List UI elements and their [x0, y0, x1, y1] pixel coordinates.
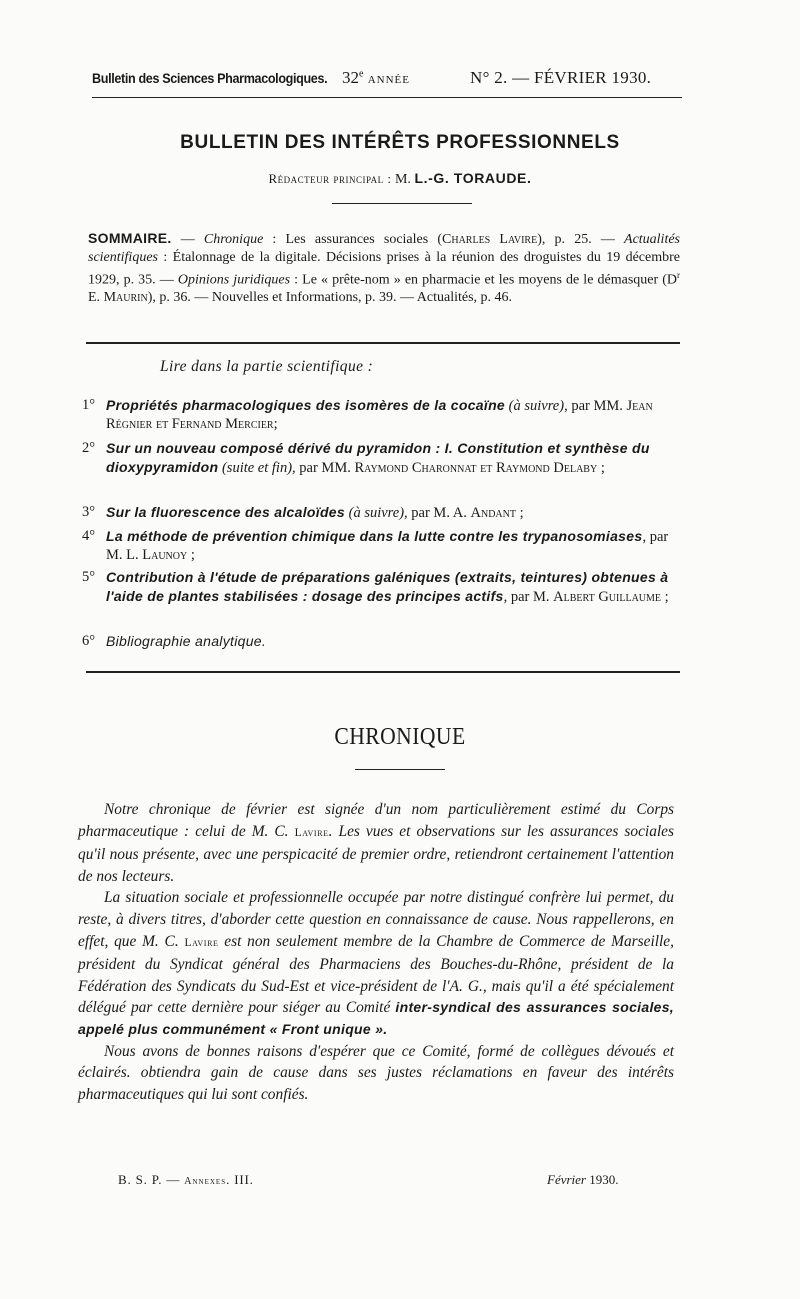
header-rule — [92, 97, 682, 98]
bulletin-title: BULLETIN DES INTÉRÊTS PROFESSIONNELS — [180, 132, 620, 153]
chronicle-title: CHRONIQUE — [334, 724, 466, 750]
editor-name: L.-G. TORAUDE. — [414, 170, 532, 186]
scientific-section-heading: Lire dans la partie scientifique : — [160, 358, 374, 375]
list-item: 2° Sur un nouveau composé dérivé du pyramidon : I. Constitution et synthèse du dioxypyramidon (suite et fin), par MM. Raymond Charonnat et Raymond Delaby ; — [82, 440, 650, 476]
section-rule — [86, 671, 680, 673]
section-rule — [86, 342, 680, 344]
divider — [355, 769, 445, 770]
editor-line: Rédacteur principal : M. L.-G. TORAUDE. — [268, 170, 532, 187]
footer-date: Février 1930. — [547, 1172, 619, 1187]
summary: SOMMAIRE. — Chronique : Les assurances sociales (Charles Lavire), p. 25. — Actualités scientifiques : Étalonnage de la digitale. Décisions prises à la réunion des droguistes du 19 décembre 1929, p. 35. — Opinions juridiques : Le « prête-nom » en pharmacie et les moyens de le démasquer ($D^r$ E. Maurin), p. 36. — Nouvelles et Informations, p. 39. — Actualités, p. 46. — [88, 230, 681, 306]
paragraph: Nous avons de bonnes raisons d'espérer que ce Comité, formé de collègues dévoués et éclairés. obtiendra gain de cause dans ses justes réclamations en faveur des intérêts pharmaceutiques qui lui sont confiés. — [78, 1042, 674, 1103]
issue-date: N° 2. — FÉVRIER 1930. — [470, 68, 652, 87]
footer-reference: B. S. P. — Annexes. III. — [118, 1172, 254, 1187]
paragraph: Notre chronique de février est signée d'un nom particulièrement estimé du Corps pharmaceutique : celui de M. C. Lavire. Les vues et observations sur les assurances sociales qu'il nous présente, avec une perspicacité de premier ordre, retiendront certainement l'attention de nos lecteurs. — [78, 801, 674, 885]
journal-name: Bulletin des Sciences Pharmacologiques. — [92, 70, 328, 86]
chronicle-text — [78, 799, 674, 1105]
volume-year: 32e ANNÉE — [342, 68, 410, 87]
list-item: 5° Contribution à l'étude de préparations galéniques (extraits, teintures) obtenues à l'aide de plantes stabilisées : dosage des principes actifs, par M. Albert Guillaume ; — [82, 569, 669, 605]
list-item: 3° Sur la fluorescence des alcaloïdes (à suivre), par M. A. Andant ; — [82, 504, 524, 521]
paragraph: La situation sociale et professionnelle occupée par notre distingué confrère lui permet, du reste, à divers titres, d'aborder cette question en connaissance de cause. Nous rappellerons, en effet, que M. C. Lavire est non seulement membre de la Chambre de Commerce de Marseille, président du Syndicat général des Pharmaciens des Bouches-du-Rhône, président de la Fédération des Syndicats du Sud-Est et vice-président de l'A. G., mais qu'il a été spécialement délégué par cette dernière pour siéger au Comité inter-syndical des assurances sociales, appelé plus communément « Front unique ». — [78, 889, 674, 1037]
running-header — [92, 66, 682, 94]
list-item: 6° Bibliographie analytique. — [82, 633, 267, 649]
list-item: 4° La méthode de prévention chimique dans la lutte contre les trypanosomiases, par M. L. Launoy ; — [82, 528, 669, 563]
divider — [332, 203, 472, 204]
list-item: 1° Propriétés pharmacologiques des isomères de la cocaïne (à suivre), par MM. Jean Régnier et Fernand Mercier; — [82, 397, 653, 432]
